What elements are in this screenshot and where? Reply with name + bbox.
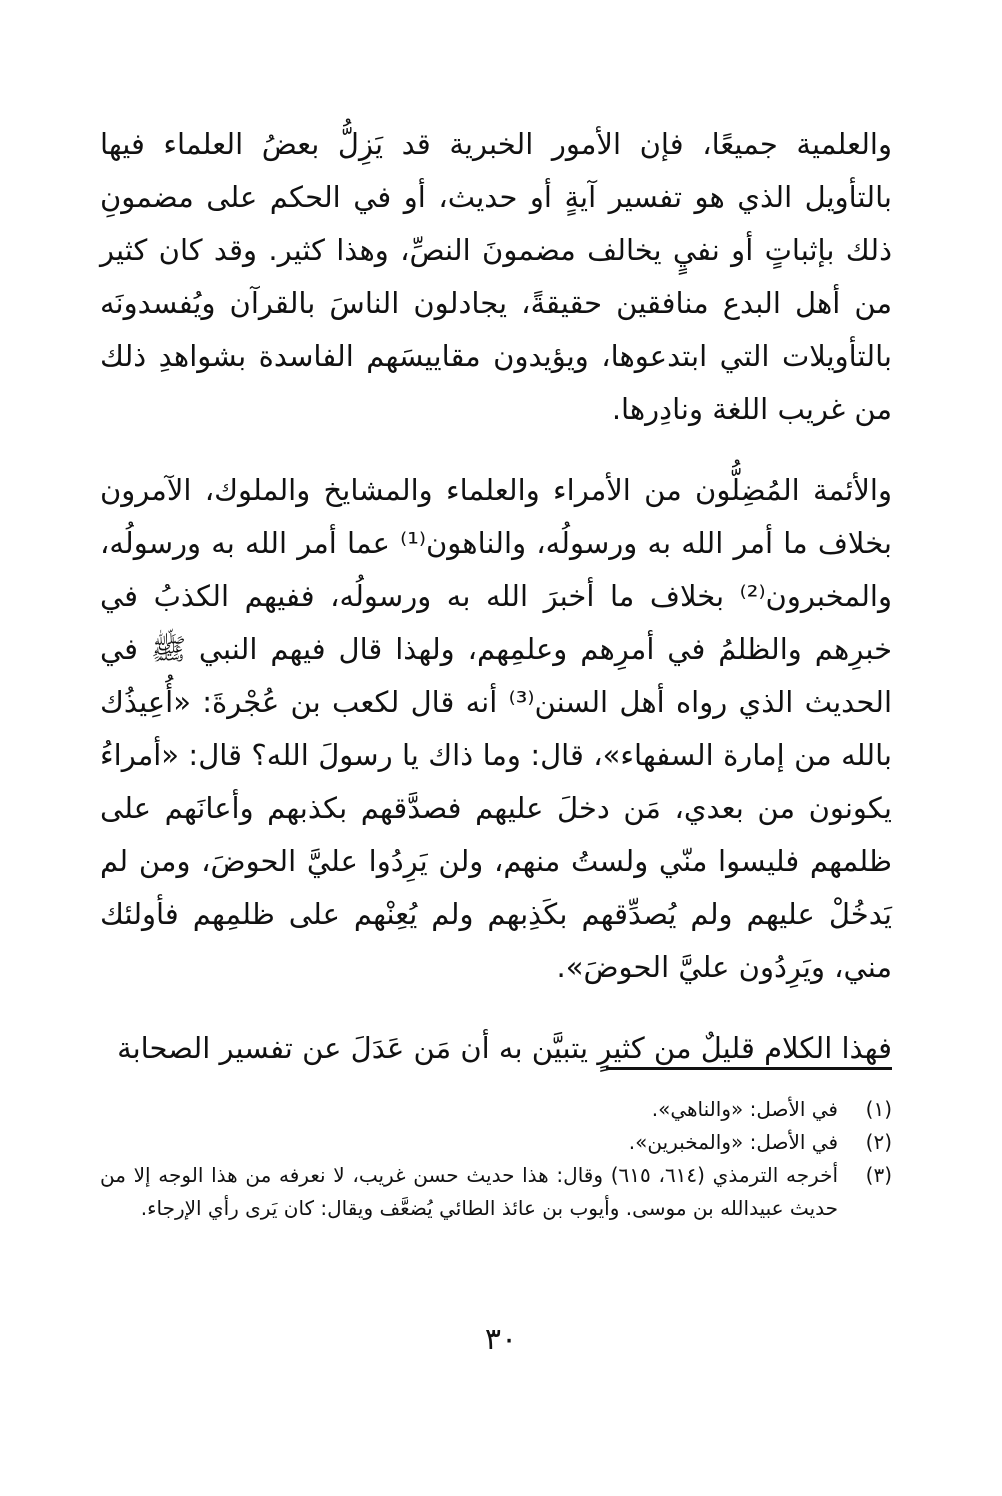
- page-number: ٣٠: [484, 1322, 518, 1357]
- footnote-text: أخرجه الترمذي (٦١٤، ٦١٥) وقال: هذا حديث حسن غريب، لا نعرفه من هذا الوجه إلا من حديث عبيدالله بن موسى. وأيوب بن عائذ الطائي يُضعَّف ويقال: كان يَرى رأي الإرجاء.: [100, 1163, 839, 1220]
- footnote-3: [100, 1159, 892, 1225]
- footnote-text: في الأصل: «والناهي».: [651, 1097, 838, 1121]
- footnote-text: في الأصل: «والمخبرين».: [628, 1130, 838, 1154]
- paragraph-1: والعلمية جميعًا، فإن الأمور الخبرية قد يَزِلُّ بعضُ العلماء فيها بالتأويل الذي هو تفسير آيةٍ أو حديث، أو في الحكم على مضمونِ ذلك بإثباتٍ أو نفيٍ يخالف مضمونَ النصِّ، وهذا كثير. وقد كان كثير من أهل البدع منافقين حقيقةً، يجادلون الناسَ بالقرآن ويُفسدونَه بالتأويلات التي ابتدعوها، ويؤيدون مقاييسَهم الفاسدة بشواهدِ ذلك من غريب اللغة ونادِرها.: [100, 127, 892, 426]
- footnote-number: (١): [865, 1097, 892, 1121]
- footnote-divider: [606, 1067, 892, 1070]
- paragraph-2: والأئمة المُضِلُّون من الأمراء والعلماء والمشايخ والملوك، الآمرون بخلاف ما أمر الله به ورسولُه، والناهون⁽¹⁾ عما أمر الله به ورسولُه، والمخبرون⁽²⁾ بخلاف ما أخبرَ الله به ورسولُه، ففيهم الكذبُ في خبرِهم والظلمُ في أمرِهم وعلمِهم، ولهذا قال فيهم النبي ﷺ في الحديث الذي رواه أهل السنن⁽³⁾ أنه قال لكعب بن عُجْرةَ: «أُعِيذُك بالله من إمارة السفهاء»، قال: وما ذاك يا رسولَ الله؟ قال: «أمراءُ يكونون من بعدي، مَن دخلَ عليهم فصدَّقهم بكذبهم وأعانَهم على ظلمهم فليسوا منّي ولستُ منهم، ولن يَرِدُوا عليَّ الحوضَ، ومن لم يَدخُلْ عليهم ولم يُصدِّقهم بكَذِبهم ولم يُعِنْهم على ظلمِهم فأولئك مني، ويَرِدُون عليَّ الحوضَ».: [100, 473, 893, 984]
- footnote-2: [100, 1126, 892, 1159]
- footnote-number: (٣): [865, 1163, 892, 1187]
- paragraph-3: فهذا الكلام قليلٌ من كثيرٍ يتبيَّن به أن مَن عَدَلَ عن تفسير الصحابة: [117, 1031, 892, 1065]
- footnotes: [100, 1093, 892, 1225]
- footnote-1: [100, 1093, 892, 1126]
- main-text: [100, 118, 892, 1075]
- footnote-number: (٢): [865, 1130, 892, 1154]
